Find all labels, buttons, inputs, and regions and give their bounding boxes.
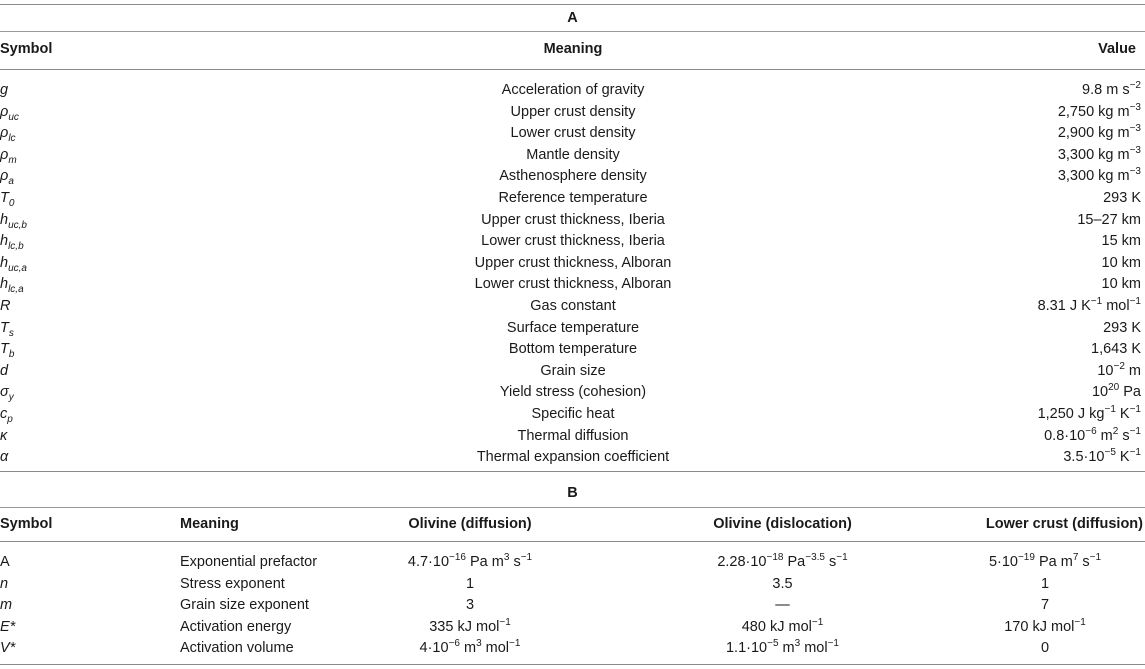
value-text: 10 — [1097, 362, 1114, 379]
value-cell — [1103, 318, 1141, 339]
value-exponent: 2 — [1112, 425, 1119, 437]
symbol-subscript: y — [8, 392, 14, 404]
olivine-diffusion-cell — [370, 595, 570, 616]
table-row — [0, 274, 1145, 295]
value-exponent: −3 — [1129, 123, 1141, 135]
meaning-cell: Stress exponent — [180, 575, 285, 592]
table-row — [0, 80, 1145, 101]
bottom-rule — [0, 664, 1145, 665]
olivine-dislocation-cell — [670, 552, 895, 573]
value-text: s — [1078, 554, 1090, 570]
value-exponent: −18 — [766, 552, 784, 564]
table-row — [0, 318, 1145, 339]
section-b-rule — [0, 507, 1145, 508]
symbol-cell: A — [0, 554, 10, 570]
value-cell — [1058, 102, 1141, 123]
table-row — [0, 231, 1145, 252]
value-exponent: −1 — [1129, 296, 1141, 308]
value-text: Pa m — [1034, 554, 1073, 570]
table-row — [0, 123, 1145, 144]
section-b-label: B — [567, 485, 578, 501]
section-b-top-rule — [0, 471, 1145, 472]
olivine-dislocation-cell — [670, 617, 895, 638]
symbol-subscript: uc,b — [8, 219, 27, 231]
value-cell — [1092, 382, 1141, 403]
symbol-cell: n — [0, 575, 9, 592]
value-text: 4·10 — [419, 640, 449, 656]
meaning-cell: Specific heat — [531, 406, 615, 422]
symbol-text: T — [0, 341, 9, 358]
table-row — [0, 617, 1145, 638]
symbol-cell — [0, 426, 7, 447]
meaning-cell: Lower crust density — [510, 125, 636, 142]
table-row — [0, 339, 1145, 360]
value-unit: mol — [1102, 298, 1130, 314]
header-b-rule — [0, 541, 1145, 542]
symbol-text: c — [0, 406, 8, 422]
value-exponent: −1 — [1090, 296, 1103, 308]
lower-crust-diffusion-cell — [945, 574, 1145, 595]
symbol-subscript: p — [7, 413, 13, 425]
value-text: 2,900 kg m — [1057, 125, 1130, 142]
table-row — [0, 447, 1145, 468]
header-olivine-dislocation: Olivine (dislocation) — [713, 516, 852, 532]
value-exponent: −3 — [1129, 166, 1141, 178]
symbol-cell — [0, 145, 17, 166]
symbol-text: T — [0, 190, 9, 206]
symbol-cell: V* — [0, 640, 16, 656]
value-text: 10 km — [1101, 254, 1141, 271]
value-text: m — [459, 640, 477, 656]
value-exponent: 3 — [794, 638, 801, 650]
symbol-subscript: uc — [8, 111, 19, 123]
meaning-cell: Grain size exponent — [180, 597, 309, 613]
table-row — [0, 145, 1145, 166]
symbol-text: T — [0, 319, 9, 336]
header-a-rule — [0, 69, 1145, 70]
table-row — [0, 382, 1145, 403]
meaning-cell: Reference temperature — [498, 190, 648, 206]
value-text: 4.7·10 — [407, 554, 450, 570]
value-text: 1.1·10 — [725, 640, 768, 656]
symbol-subscript: uc,a — [8, 262, 27, 274]
value-text: 1,643 K — [1091, 341, 1141, 358]
meaning-cell: Asthenosphere density — [499, 168, 647, 185]
value-unit: Pa — [1119, 384, 1141, 401]
value-text: 7 — [1040, 597, 1050, 613]
value-exponent: 20 — [1108, 382, 1120, 394]
header-symbol-a: Symbol — [0, 41, 53, 57]
value-exponent: −3.5 — [805, 552, 825, 564]
value-text: s — [824, 554, 837, 570]
value-cell — [1044, 426, 1141, 447]
olivine-dislocation-cell — [670, 595, 895, 616]
symbol-text: α — [0, 449, 9, 466]
symbol-subscript: s — [8, 327, 14, 339]
meaning-cell: Yield stress (cohesion) — [499, 384, 647, 401]
meaning-cell: Activation volume — [180, 640, 294, 656]
lower-crust-diffusion-cell — [945, 552, 1145, 573]
symbol-cell — [0, 361, 8, 382]
meaning-cell: Surface temperature — [506, 319, 640, 336]
value-exponent: −1 — [827, 638, 839, 650]
value-cell — [1058, 123, 1141, 144]
value-text: 10 — [1091, 384, 1109, 401]
value-text: mol — [800, 640, 828, 656]
header-olivine-diffusion: Olivine (diffusion) — [408, 516, 532, 532]
value-exponent: −1 — [1129, 404, 1141, 416]
value-text: 15–27 km — [1077, 211, 1141, 228]
value-cell — [1102, 231, 1142, 252]
lower-crust-diffusion-cell — [945, 595, 1145, 616]
table-row — [0, 296, 1145, 317]
value-text: 1 — [465, 575, 475, 592]
value-exponent: −1 — [1104, 404, 1116, 416]
meaning-cell: Acceleration of gravity — [501, 82, 645, 98]
value-exponent: −1 — [1074, 616, 1086, 628]
meaning-cell: Thermal diffusion — [517, 427, 629, 444]
symbol-cell: m — [0, 597, 13, 613]
table-row — [0, 166, 1145, 187]
value-cell — [1102, 253, 1142, 274]
symbol-text: h — [0, 254, 9, 271]
value-exponent: −1 — [811, 616, 824, 628]
symbol-text: g — [0, 82, 9, 98]
value-text: 9.8 m s — [1082, 82, 1130, 98]
symbol-cell — [0, 382, 14, 403]
value-cell — [1097, 361, 1141, 382]
header-value-a: Value — [1098, 41, 1136, 57]
symbol-text: κ — [0, 427, 8, 444]
value-unit: K — [1115, 449, 1130, 466]
value-cell — [1063, 447, 1141, 468]
symbol-text: ρ — [0, 146, 9, 163]
value-exponent: −2 — [1129, 80, 1141, 92]
header-symbol-b: Symbol — [0, 516, 53, 532]
header-meaning-b: Meaning — [180, 516, 239, 532]
value-text: 335 kJ mol — [429, 618, 500, 635]
value-exponent: −1 — [836, 552, 848, 564]
olivine-dislocation-cell — [670, 638, 895, 659]
value-text: 8.31 J K — [1037, 298, 1091, 314]
value-text: 480 kJ mol — [741, 618, 812, 635]
value-exponent: −5 — [1104, 447, 1116, 459]
symbol-cell — [0, 318, 14, 339]
symbol-cell: E* — [0, 618, 16, 635]
symbol-text: σ — [0, 384, 9, 401]
symbol-subscript: lc — [8, 133, 16, 145]
meaning-cell: Grain size — [540, 362, 606, 379]
value-exponent: −1 — [1129, 447, 1141, 459]
value-unit: s — [1118, 427, 1130, 444]
meaning-cell: Lower crust thickness, Alboran — [474, 276, 672, 293]
symbol-subscript: lc,b — [8, 241, 24, 253]
value-text: 3 — [465, 597, 475, 613]
symbol-text: d — [0, 362, 9, 379]
symbol-text: R — [0, 298, 11, 314]
symbol-cell — [0, 123, 16, 144]
symbol-subscript: b — [8, 349, 15, 361]
table-row — [0, 253, 1145, 274]
symbol-subscript: a — [8, 176, 14, 188]
value-text: 2,750 kg m — [1057, 103, 1130, 120]
olivine-diffusion-cell — [370, 638, 570, 659]
symbol-cell — [0, 296, 10, 317]
value-cell — [1077, 210, 1141, 231]
symbol-cell — [0, 80, 8, 101]
value-text: 2.28·10 — [717, 554, 767, 570]
value-text: mol — [481, 640, 510, 656]
value-cell — [1058, 145, 1141, 166]
value-exponent: −3 — [1129, 101, 1141, 113]
top-rule — [0, 4, 1145, 5]
value-exponent: −1 — [499, 616, 511, 628]
symbol-text: h — [0, 276, 9, 293]
table-row — [0, 404, 1145, 425]
section-a-rule — [0, 31, 1145, 32]
table-row — [0, 210, 1145, 231]
symbol-cell — [0, 166, 14, 187]
header-meaning-a: Meaning — [543, 41, 603, 57]
meaning-cell: Upper crust thickness, Alboran — [474, 254, 672, 271]
value-exponent: −6 — [1085, 425, 1097, 437]
value-text: 3,300 kg m — [1057, 168, 1130, 185]
value-cell — [1038, 296, 1141, 317]
value-text: 293 K — [1103, 190, 1141, 206]
symbol-cell — [0, 274, 24, 295]
olivine-diffusion-cell — [370, 574, 570, 595]
value-exponent: −1 — [1129, 425, 1141, 437]
value-unit: m — [1096, 427, 1113, 444]
value-text: 1,250 J kg — [1037, 406, 1105, 422]
value-text: 0 — [1040, 640, 1050, 656]
symbol-subscript: lc,a — [8, 284, 24, 296]
value-cell — [1082, 80, 1141, 101]
meaning-cell: Mantle density — [526, 146, 620, 163]
symbol-cell — [0, 447, 8, 468]
symbol-subscript: m — [8, 154, 17, 166]
symbol-cell — [0, 210, 27, 231]
meaning-cell: Gas constant — [530, 298, 616, 314]
table-row — [0, 426, 1145, 447]
value-text: 15 km — [1101, 233, 1141, 250]
value-text: 10 km — [1101, 276, 1141, 293]
value-text: 3.5·10 — [1063, 449, 1105, 466]
table-row — [0, 595, 1145, 616]
symbol-cell — [0, 339, 14, 360]
value-exponent: −3 — [1129, 144, 1141, 156]
value-exponent: −19 — [1017, 552, 1035, 564]
symbol-cell — [0, 404, 13, 425]
value-text: — — [775, 597, 790, 613]
value-exponent: 3 — [503, 552, 510, 564]
value-exponent: −1 — [520, 552, 533, 564]
meaning-cell: Upper crust density — [510, 103, 636, 120]
value-text: 293 K — [1103, 319, 1141, 336]
header-lower-crust-diffusion: Lower crust (diffusion) — [985, 516, 1143, 532]
lower-crust-diffusion-cell — [945, 617, 1145, 638]
value-text: 5·10 — [988, 554, 1018, 570]
section-a-label: A — [567, 10, 578, 26]
value-text: 3.5 — [772, 575, 793, 592]
value-cell — [1091, 339, 1141, 360]
value-exponent: −5 — [767, 638, 779, 650]
meaning-cell: Upper crust thickness, Iberia — [481, 211, 665, 228]
value-text: Pa m — [465, 554, 504, 570]
symbol-text: ρ — [0, 168, 9, 185]
value-cell — [1103, 188, 1141, 209]
value-exponent: −6 — [448, 638, 460, 650]
symbol-cell — [0, 102, 19, 123]
symbol-cell — [0, 231, 24, 252]
table-row — [0, 102, 1145, 123]
value-cell — [1058, 166, 1141, 187]
value-exponent: −2 — [1113, 360, 1125, 372]
value-unit: m — [1124, 362, 1141, 379]
symbol-text: h — [0, 211, 9, 228]
value-text: m — [778, 640, 795, 656]
value-exponent: −1 — [1089, 552, 1102, 564]
symbol-cell — [0, 188, 14, 209]
symbol-cell — [0, 253, 27, 274]
symbol-text: ρ — [0, 125, 9, 142]
value-cell — [1102, 274, 1142, 295]
value-text: Pa — [783, 554, 806, 570]
value-text: 3,300 kg m — [1057, 146, 1130, 163]
meaning-cell: Thermal expansion coefficient — [476, 449, 670, 466]
meaning-cell: Lower crust thickness, Iberia — [481, 233, 665, 250]
value-text: 1 — [1040, 575, 1050, 592]
table-row — [0, 188, 1145, 209]
value-text: s — [509, 554, 521, 570]
symbol-text: h — [0, 233, 9, 250]
meaning-cell: Activation energy — [180, 618, 292, 635]
value-text: 0.8·10 — [1044, 427, 1086, 444]
olivine-diffusion-cell — [370, 617, 570, 638]
value-exponent: 7 — [1072, 552, 1079, 564]
olivine-dislocation-cell — [670, 574, 895, 595]
table-row — [0, 638, 1145, 659]
lower-crust-diffusion-cell — [945, 638, 1145, 659]
table-row — [0, 574, 1145, 595]
value-text: 170 kJ mol — [1004, 618, 1075, 635]
value-exponent: −16 — [449, 552, 466, 564]
symbol-subscript: 0 — [8, 197, 15, 209]
meaning-cell: Exponential prefactor — [180, 554, 318, 570]
value-exponent: 3 — [476, 638, 482, 650]
meaning-cell: Bottom temperature — [508, 341, 638, 358]
value-cell — [1038, 404, 1141, 425]
olivine-diffusion-cell — [370, 552, 570, 573]
value-exponent: −1 — [509, 638, 521, 650]
table-row — [0, 552, 1145, 573]
value-unit: K — [1115, 406, 1130, 422]
table-row — [0, 361, 1145, 382]
symbol-text: ρ — [0, 103, 9, 120]
